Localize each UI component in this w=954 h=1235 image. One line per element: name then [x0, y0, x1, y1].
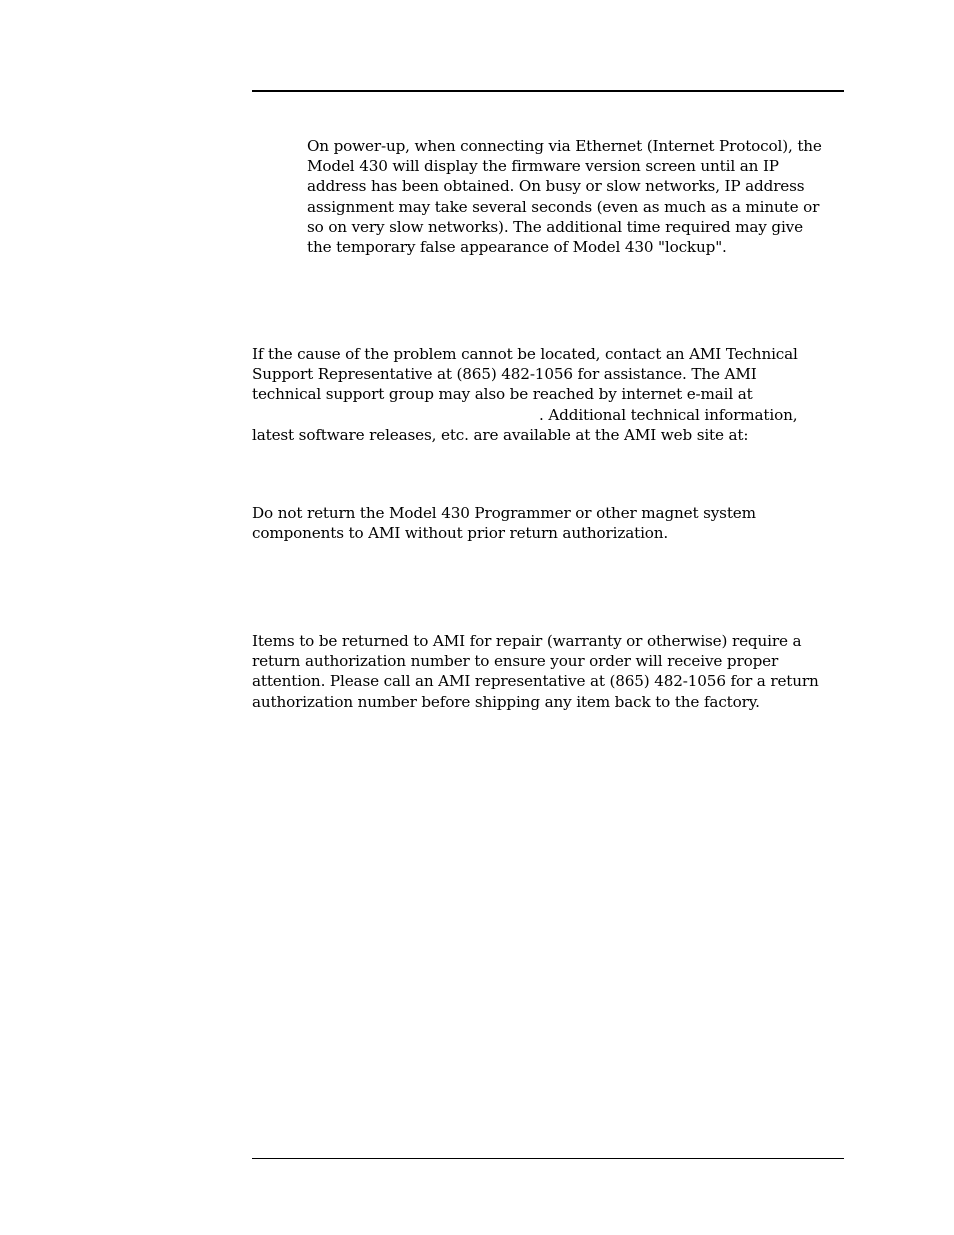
support-line: . Additional technical information,: [539, 405, 798, 424]
return-line: Items to be returned to AMI for repair (warranty or otherwise) require a: [252, 632, 802, 650]
technical-support-paragraph: [252, 344, 844, 445]
footer-rule: [252, 1158, 844, 1159]
header-rule: [252, 90, 844, 92]
return-line: authorization number before shipping any item back to the factory.: [252, 692, 760, 711]
note-line: address has been obtained. On busy or slow networks, IP address: [307, 177, 805, 196]
note-line: On power-up, when connecting via Ethernet (Internet Protocol), the: [307, 137, 822, 155]
support-line: technical support group may also be reached by internet e-mail at: [252, 385, 753, 404]
note-line: so on very slow networks). The additional time required may give: [307, 217, 803, 236]
support-line: Support Representative at (865) 482-1056 for assistance. The AMI: [252, 365, 757, 384]
support-line: If the cause of the problem cannot be located, contact an AMI Technical: [252, 345, 798, 363]
note-line: the temporary false appearance of Model 430 "lockup".: [307, 238, 727, 257]
no-return-line: Do not return the Model 430 Programmer or other magnet system: [252, 504, 756, 522]
note-line: assignment may take several seconds (even as much as a minute or: [307, 197, 820, 216]
return-line: attention. Please call an AMI representative at (865) 482-1056 for a return: [252, 672, 819, 691]
ethernet-powerup-note: [307, 136, 844, 257]
return-authorization-paragraph: [252, 631, 844, 712]
note-line: Model 430 will display the firmware version screen until an IP: [307, 157, 779, 176]
return-line: return authorization number to ensure your order will receive proper: [252, 652, 779, 671]
no-return-line: components to AMI without prior return authorization.: [252, 524, 669, 543]
support-line: latest software releases, etc. are available at the AMI web site at:: [252, 425, 749, 444]
no-return-paragraph: [252, 503, 844, 543]
